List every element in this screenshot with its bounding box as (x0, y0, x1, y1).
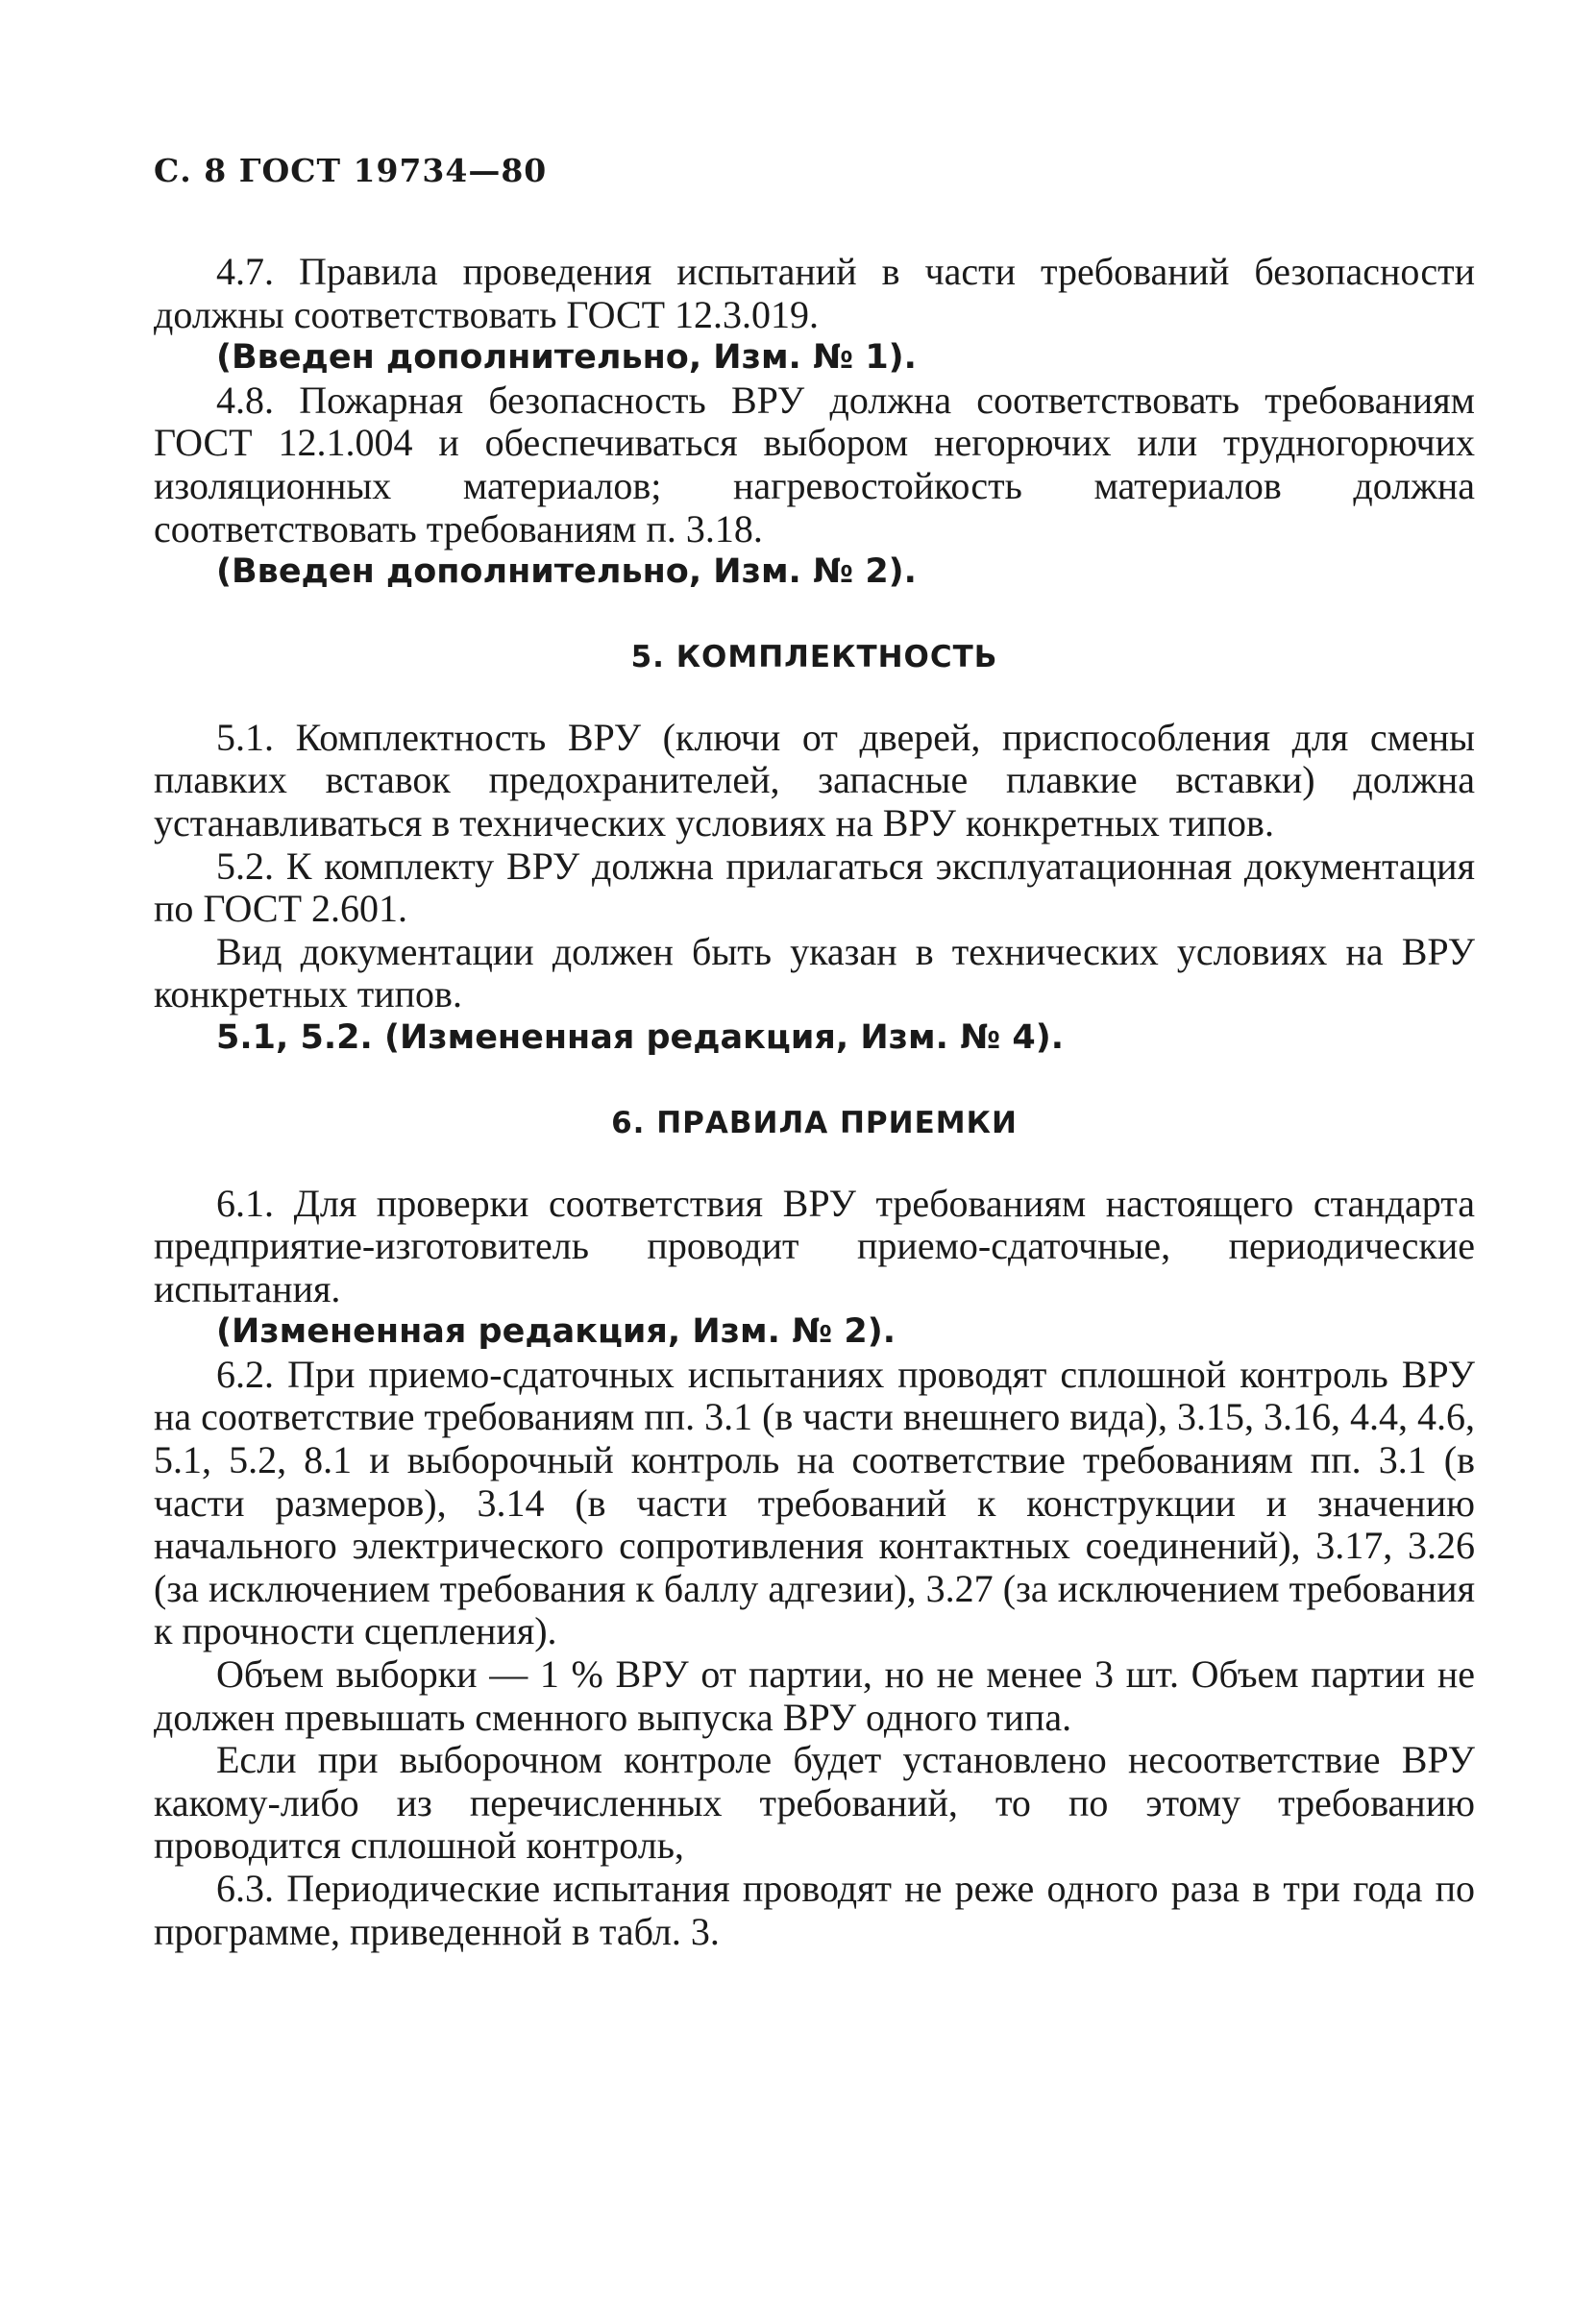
paragraph-4-7: 4.7. Правила проведения испытаний в части требований безопасности должны соответствовать ГОСТ 12.3.019. (154, 250, 1475, 336)
paragraph-6-2: 6.2. При приемо-сдаточных испытаниях проводят сплошной контроль ВРУ на соответствие требованиям пп. 3.1 (в части внешнего вида), 3.15, 3.16, 4.4, 4.6, 5.1, 5.2, 8.1 и выборочный контроль на соответствие требованиям пп. 3.1 (в части размеров), 3.14 (в части требований к конструкции и значению начального электрического сопротивления контактных соединений), 3.17, 3.26 (за исключением требования к баллу адгезии), 3.27 (за исключением требования к прочности сцепления). (154, 1352, 1475, 1653)
section-heading-5: 5. КОМПЛЕКТНОСТЬ (630, 639, 998, 674)
paragraph-6-3: 6.3. Периодические испытания проводят не реже одного раза в три года по программе, приведенной в табл. 3. (154, 1867, 1475, 1953)
amendment-note-5: 5.1, 5.2. (Измененная редакция, Изм. № 4). (216, 1017, 1065, 1057)
section-heading-6: 6. ПРАВИЛА ПРИЕМКИ (611, 1105, 1018, 1140)
amendment-note-4-7: (Введен дополнительно, Изм. № 1). (216, 338, 917, 378)
paragraph-5-2: 5.2. К комплекту ВРУ должна прилагаться эксплуатационная документация по ГОСТ 2.601. (154, 844, 1475, 931)
amendment-note-4-8: (Введен дополнительно, Изм. № 2). (216, 552, 917, 592)
paragraph-6-2-nonconformity: Если при выборочном контроле будет установлено несоответствие ВРУ какому-либо из перечисленных требований, то по этому требованию проводится сплошной контроль, (154, 1738, 1475, 1868)
document-page (154, 135, 1475, 1953)
paragraph-5-1: 5.1. Комплектность ВРУ (ключи от дверей, приспособления для смены плавких вставок предохранителей, запасные плавкие вставки) должна устанавливаться в технических условиях на ВРУ конкретных типов. (154, 715, 1475, 844)
paragraph-6-2-sample-size: Объем выборки — 1 % ВРУ от партии, но не менее 3 шт. Объем партии не должен превышать сменного выпуска ВРУ одного типа. (154, 1652, 1475, 1739)
amendment-note-6-1: (Измененная редакция, Изм. № 2). (216, 1312, 896, 1352)
paragraph-5-2-documentation: Вид документации должен быть указан в технических условиях на ВРУ конкретных типов. (154, 929, 1475, 1016)
running-head: С. 8 ГОСТ 19734—80 (154, 152, 548, 189)
paragraph-4-8: 4.8. Пожарная безопасность ВРУ должна соответствовать требованиям ГОСТ 12.1.004 и обеспечиваться выбором негорючих или трудногорючих изоляционных материалов; нагревостойкость материалов должна соответствовать требованиям п. 3.18. (154, 378, 1475, 550)
paragraph-6-1: 6.1. Для проверки соответствия ВРУ требованиям настоящего стандарта предприятие-изготовитель проводит приемо-сдаточные, периодические испытания. (154, 1181, 1475, 1310)
